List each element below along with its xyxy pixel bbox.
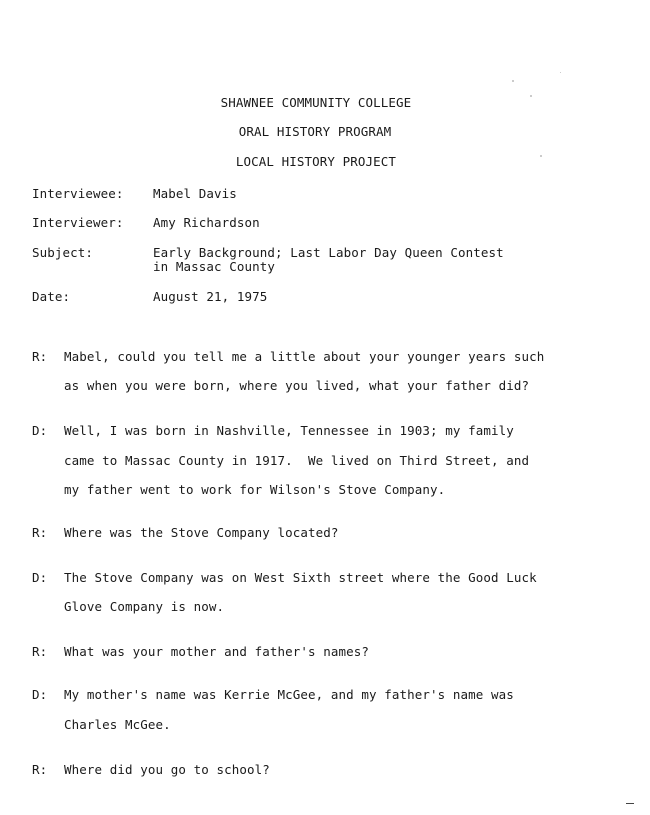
scan-speck bbox=[540, 155, 542, 157]
date-value: August 21, 1975 bbox=[153, 289, 268, 304]
scan-speck bbox=[560, 72, 561, 73]
subject-value-line1: Early Background; Last Labor Day Queen Contest bbox=[153, 245, 504, 260]
dialogue-line: Glove Company is now. bbox=[64, 599, 225, 614]
dialogue-line: my father went to work for Wilson's Stove Company. bbox=[64, 482, 446, 497]
interviewer-value: Amy Richardson bbox=[153, 215, 260, 230]
dialogue-line: What was your mother and father's names? bbox=[64, 644, 370, 659]
date-label: Date: bbox=[32, 289, 71, 304]
dialogue-line: Mabel, could you tell me a little about your younger years such bbox=[64, 349, 545, 364]
dialogue-line: Where was the Stove Company located? bbox=[64, 525, 339, 540]
dialogue-line: The Stove Company was on West Sixth street where the Good Luck bbox=[64, 570, 537, 585]
speaker-label: D: bbox=[32, 687, 48, 702]
scan-speck bbox=[530, 95, 532, 97]
scan-mark bbox=[626, 803, 634, 804]
header-project: LOCAL HISTORY PROJECT bbox=[235, 154, 397, 169]
header-program: ORAL HISTORY PROGRAM bbox=[238, 124, 392, 139]
dialogue-line: My mother's name was Kerrie McGee, and my father's name was bbox=[64, 687, 514, 702]
speaker-label: D: bbox=[32, 423, 48, 438]
interviewer-label: Interviewer: bbox=[32, 215, 124, 230]
scan-speck bbox=[512, 80, 514, 82]
dialogue-line: Where did you go to school? bbox=[64, 762, 270, 777]
speaker-label: R: bbox=[32, 525, 48, 540]
header-college: SHAWNEE COMMUNITY COLLEGE bbox=[220, 95, 412, 110]
dialogue-line: Well, I was born in Nashville, Tennessee in 1903; my family bbox=[64, 423, 514, 438]
dialogue-line: Charles McGee. bbox=[64, 717, 171, 732]
subject-value-line2: in Massac County bbox=[153, 259, 276, 274]
speaker-label: R: bbox=[32, 644, 48, 659]
interviewee-label: Interviewee: bbox=[32, 186, 124, 201]
speaker-label: R: bbox=[32, 349, 48, 364]
dialogue-line: as when you were born, where you lived, what your father did? bbox=[64, 378, 530, 393]
dialogue-line: came to Massac County in 1917. We lived on Third Street, and bbox=[64, 453, 530, 468]
interviewee-value: Mabel Davis bbox=[153, 186, 237, 201]
speaker-label: R: bbox=[32, 762, 48, 777]
speaker-label: D: bbox=[32, 570, 48, 585]
subject-label: Subject: bbox=[32, 245, 94, 260]
